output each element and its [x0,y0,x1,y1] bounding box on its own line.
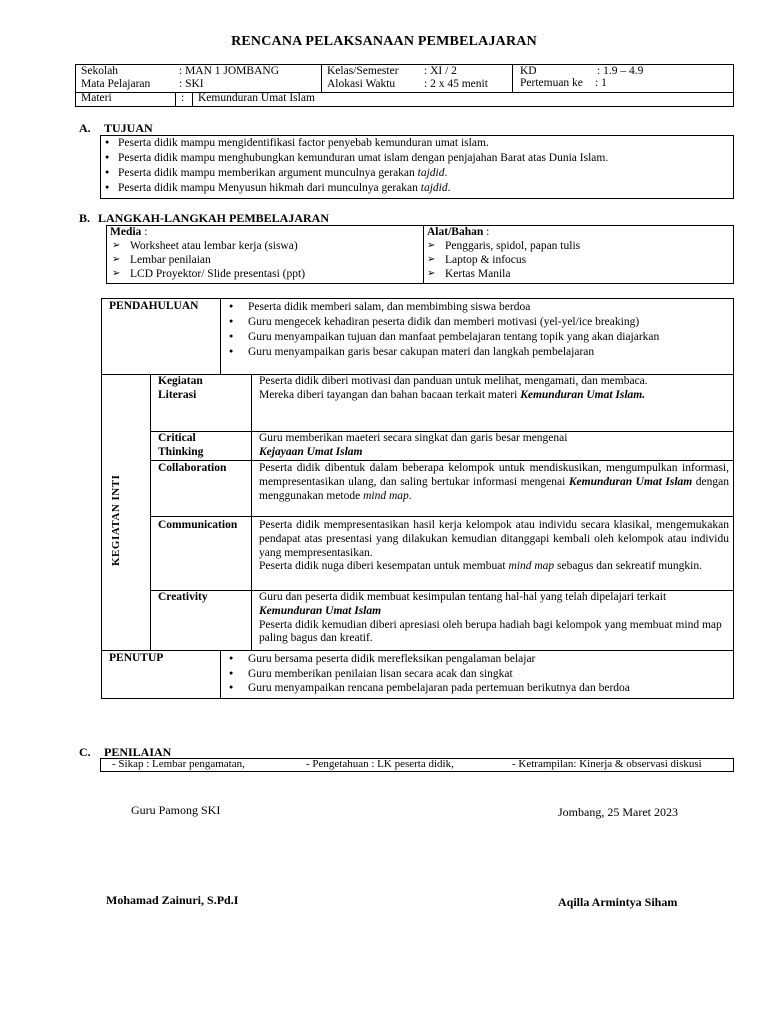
sekolah-label: Sekolah [81,65,119,77]
kelas-label: Kelas/Semester [327,65,399,77]
signature-left-name: Mohamad Zainuri, S.Pd.I [106,893,239,907]
page-title: RENCANA PELAKSANAAN PEMBELAJARAN [231,34,537,49]
penilaian-ketrampilan: - Ketrampilan: Kinerja & observasi diskusi [512,758,702,770]
materi-colon: : [181,92,185,104]
kd-value: : 1.9 – 4.9 [597,65,644,77]
literasi-text: Peserta didik diberi motivasi dan panduan untuk melihat, mengamati, dan membaca. Mereka diberi tayangan dan bahan bacaan terkait materi Kemunduran Umat Islam. [259,375,648,401]
penilaian-sikap: - Sikap : Lembar pengamatan, [112,758,245,770]
kegiatan-inti-label: KEGIATAN INTI [110,474,122,566]
alat-item: ➢ Kertas Manila [425,268,580,282]
penilaian-pengetahuan: - Pengetahuan : LK peserta didik, [306,758,454,770]
collaboration-label: Collaboration [158,462,227,474]
communication-text: Peserta didik mempresentasikan hasil kerja kelompok atau individu secara klasikal, mengemukakan pendapat atas presentasi yang dilakukan kemudian ditanggapi kembali oleh kelompok atau individu yang mempresentasikan. Peserta didik nuga diberi kesempatan untuk membuat mind map sebagus dan sekreatif mungkin. [259,519,729,573]
pendahuluan-item: ● Guru menyampaikan tujuan dan manfaat pembelajaran tentang topik yang akan diajarkan [226,331,659,346]
tujuan-letter: A. [79,121,91,135]
materi-row [75,92,734,107]
pertemuan-value: : 1 [595,77,607,89]
alat-list [425,240,580,282]
critical-text: Guru memberikan maeteri secara singkat dan garis besar mengenai Kejayaan Umat Islam [259,432,568,458]
critical-label: Critical Thinking [158,432,204,458]
tujuan-heading: TUJUAN [104,121,153,135]
signature-left-role: Guru Pamong SKI [131,803,221,817]
materi-value: Kemunduran Umat Islam [198,92,315,104]
media-item: ➢ Worksheet atau lembar kerja (siswa) [110,240,305,254]
langkah-letter: B. [79,211,91,225]
tujuan-item: ● Peserta didik mampu memberikan argument munculnya gerakan tajdid. [102,167,608,182]
signature-right-name: Aqilla Armintya Siham [558,895,678,909]
tujuan-item: ● Peserta didik mampu mengidentifikasi factor penyebab kemunduran umat islam. [102,137,608,152]
penutup-item: ● Guru memberikan penilaian lisan secara acak dan singkat [226,668,630,683]
communication-label: Communication [158,519,238,531]
signature-right-place-date: Jombang, 25 Maret 2023 [558,805,678,819]
pendahuluan-list [226,301,659,361]
media-item: ➢ LCD Proyektor/ Slide presentasi (ppt) [110,268,305,282]
penilaian-letter: C. [79,745,91,759]
media-heading: Media : [110,226,148,238]
tujuan-list [102,137,608,197]
alat-item: ➢ Laptop & infocus [425,254,580,268]
kelas-value: : XI / 2 [424,65,457,77]
creativity-text: Guru dan peserta didik membuat kesimpulan tentang hal-hal yang telah dipelajari terkait Kemunduran Umat Islam Peserta didik kemudian diberi apresiasi oleh berupa hadiah bagi kelompok yang membuat mind map paling bagus dan kreatif. [259,591,722,645]
alat-item: ➢ Penggaris, spidol, papan tulis [425,240,580,254]
pertemuan-label: Pertemuan ke [520,77,583,89]
alat-heading: Alat/Bahan : [427,226,490,238]
penutup-item: ● Guru menyampaikan rencana pembelajaran pada pertemuan berikutnya dan berdoa [226,682,630,697]
collaboration-text: Peserta didik dibentuk dalam beberapa kelompok untuk mendiskusikan, mengumpulkan informasi, mempresentasikan ulang, dan saling bertukar informasi mengenai Kemunduran Umat Islam dengan menggunakan metode mind map. [259,462,729,502]
mapel-value: : SKI [179,78,204,90]
literasi-label: Kegiatan Literasi [158,375,203,401]
langkah-heading: LANGKAH-LANGKAH PEMBELAJARAN [98,211,330,225]
penutup-list [226,653,630,697]
sekolah-value: : MAN 1 JOMBANG [179,65,279,77]
penilaian-heading: PENILAIAN [104,745,172,759]
penutup-item: ● Guru bersama peserta didik merefleksikan pengalaman belajar [226,653,630,668]
pendahuluan-item: ● Peserta didik memberi salam, dan membimbing siswa berdoa [226,301,659,316]
kd-label: KD [520,65,537,77]
mapel-label: Mata Pelajaran [81,78,151,90]
materi-label: Materi [81,92,112,104]
pendahuluan-label: PENDAHULUAN [109,300,199,312]
alokasi-label: Alokasi Waktu [327,78,396,90]
tujuan-item: ● Peserta didik mampu menghubungkan kemunduran umat islam dengan penjajahan Barat atas Dunia Islam. [102,152,608,167]
media-item: ➢ Lembar penilaian [110,254,305,268]
tujuan-item: ● Peserta didik mampu Menyusun hikmah dari munculnya gerakan tajdid. [102,182,608,197]
media-list [110,240,305,282]
penutup-label: PENUTUP [109,652,164,664]
creativity-label: Creativity [158,591,208,603]
pendahuluan-item: ● Guru mengecek kehadiran peserta didik dan memberi motivasi (yel-yel/ice breaking) [226,316,659,331]
alokasi-value: : 2 x 45 menit [424,78,488,90]
pendahuluan-item: ● Guru menyampaikan garis besar cakupan materi dan langkah pembelajaran [226,346,659,361]
